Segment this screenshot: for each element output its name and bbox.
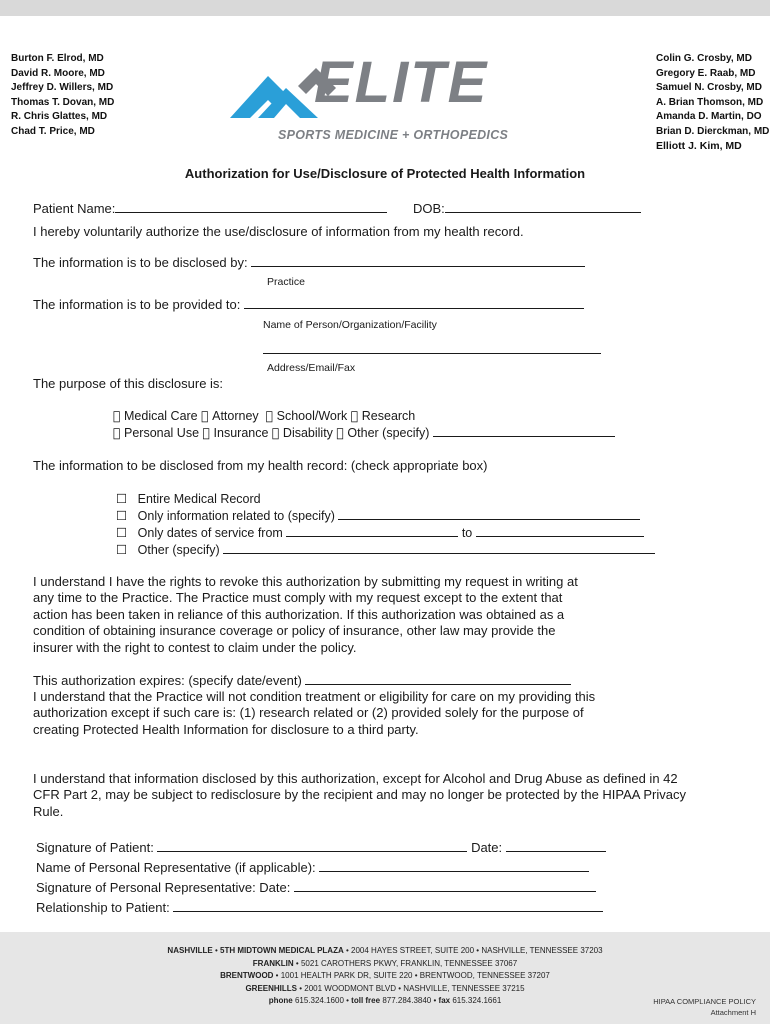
doctors-list-right <box>656 52 769 154</box>
footer-brentwood <box>0 971 770 980</box>
checkbox-disability[interactable] <box>272 425 280 440</box>
franklin-address: 5021 CAROTHERS PKWY, FRANKLIN, TENNESSEE 37067 <box>300 959 518 968</box>
record-label: The information to be disclosed from my health record: (check appropriate box) <box>33 458 488 473</box>
condition-paragraph: I understand that the Practice will not condition treatment or eligibility for care on my providing this authorization except if such care is: (1) research related or (2) provided solely for the purpose of creating Protected Health Information for disclosure to a third party. <box>33 689 596 737</box>
doctor-name: A. Brian Thomson, MD <box>656 96 764 108</box>
greenhills-name: GREENHILLS <box>245 984 297 993</box>
checkbox-research[interactable] <box>351 408 359 423</box>
checkbox-other-purpose[interactable] <box>336 425 344 440</box>
expires-field[interactable] <box>305 673 571 685</box>
record-option-dates-row <box>116 525 644 540</box>
doctor-name: R. Chris Glattes, MD <box>11 111 108 122</box>
nashville-name: NASHVILLE <box>167 946 213 955</box>
purpose-row-2 <box>113 425 615 440</box>
relationship-row <box>36 900 603 915</box>
doctor-name: Thomas T. Dovan, MD <box>11 96 115 108</box>
footer-bullet: • <box>295 959 299 968</box>
checkbox-school-work[interactable] <box>266 408 274 423</box>
doctors-list-left <box>11 52 114 139</box>
rep-name-field[interactable] <box>319 860 589 872</box>
elite-logo <box>228 48 528 148</box>
record-option-related-row <box>116 508 640 523</box>
checkbox-other-record[interactable]: ☐ <box>116 542 128 557</box>
checkbox-attorney[interactable] <box>201 408 209 423</box>
revoke-paragraph: I understand I have the rights to revoke this authorization by submitting my request in writing at any time to the Practice. The Practice must comply with my request except to the extent that action has been taken in reliance of this authorization. If this authorization was obtained as a condition of obtaining insurance coverage or policy of insurance, other law may provide the insurer with the right to contest to claim under the policy. <box>33 574 578 655</box>
checkbox-personal-use[interactable] <box>113 425 121 440</box>
signature-date-field[interactable] <box>506 840 606 852</box>
policy-line-1: HIPAA COMPLIANCE POLICY <box>653 997 756 1006</box>
checkbox-insurance[interactable] <box>203 425 211 440</box>
practice-caption: Practice <box>267 276 305 288</box>
footer-bullet: • <box>275 971 279 980</box>
authorize-text: I hereby voluntarily authorize the use/disclosure of information from my health record. <box>33 224 524 239</box>
option-school-work: School/Work <box>242 409 314 423</box>
checkbox-dates-of-service[interactable]: ☐ <box>116 525 128 540</box>
signature-patient-field[interactable] <box>157 840 467 852</box>
option-other-purpose: Other (specify) <box>303 426 386 440</box>
fax-label: fax <box>438 996 451 1005</box>
logo-word: ELITE <box>314 50 489 115</box>
rep-signature-row <box>36 880 596 895</box>
doctor-name: Gregory E. Raab, MD <box>656 67 756 79</box>
doctor-name: Brian D. Dierckman, MD <box>656 125 770 137</box>
address-caption: Address/Email/Fax <box>267 362 356 374</box>
rep-signature-field[interactable] <box>294 880 596 892</box>
policy-line-2: Attachment H <box>710 1008 756 1017</box>
footer-bullet: • <box>414 971 418 980</box>
provided-to-field[interactable] <box>244 297 584 309</box>
phone-number: 615.324.1600 <box>294 996 344 1005</box>
policy-note <box>648 996 756 1018</box>
record-option-dates: Only dates of service from <box>137 526 283 540</box>
footer-bullet: • <box>299 984 303 993</box>
patient-name-field[interactable] <box>115 201 387 213</box>
purpose-label: The purpose of this disclosure is: <box>33 376 224 391</box>
dob-row <box>413 201 641 216</box>
doctor-name: Amanda D. Martin, DO <box>656 111 762 122</box>
brentwood-name: BRENTWOOD <box>220 971 274 980</box>
option-research: Research <box>317 409 371 423</box>
redisclosure-paragraph: I understand that information disclosed by this authorization, except for Alcohol and Drug Abuse as defined in 42 CFR Part 2, may be subject to redisclosure by the recipient and may no longer be protected by the HIPAA Privacy Rule. <box>33 771 686 819</box>
dob-label: DOB: <box>413 201 445 216</box>
dates-to-label: to <box>461 526 473 540</box>
tollfree-label: toll free <box>351 996 381 1005</box>
doctor-name: Jeffrey D. Willers, MD <box>11 82 114 93</box>
other-purpose-field[interactable] <box>433 425 615 437</box>
footer-bullet: • <box>476 946 480 955</box>
disclosed-by-label: The information is to be disclosed by: <box>33 255 248 270</box>
option-personal-use: Personal Use <box>113 426 189 440</box>
footer-franklin <box>0 959 770 968</box>
greenhills-address: 2001 WOODMONT BLVD <box>304 984 397 993</box>
dob-field[interactable] <box>445 201 641 213</box>
footer-greenhills <box>0 984 770 993</box>
fax-number: 615.324.1661 <box>452 996 502 1005</box>
phone-label: phone <box>268 996 293 1005</box>
option-insurance: Insurance <box>191 426 247 440</box>
other-record-field[interactable] <box>223 542 655 554</box>
rep-name-label: Name of Personal Representative (if applicable): <box>36 860 316 875</box>
checkbox-related-info[interactable]: ☐ <box>116 508 128 523</box>
nashville-address: 2004 HAYES STREET, SUITE 200 <box>351 946 475 955</box>
brentwood-address: 1001 HEALTH PARK DR, SUITE 220 <box>280 971 413 980</box>
doctor-name: David R. Moore, MD <box>11 67 105 79</box>
nashville-city: NASHVILLE, TENNESSEE 37203 <box>481 946 603 955</box>
signature-patient-row <box>36 840 606 855</box>
footer-nashville <box>0 946 770 955</box>
disclosed-by-field[interactable] <box>251 255 585 267</box>
rep-name-row <box>36 860 589 875</box>
expires-row <box>33 673 571 688</box>
form-title: Authorization for Use/Disclosure of Protected Health Information <box>184 166 586 181</box>
doctor-name: Elliott J. Kim, MD <box>656 140 742 152</box>
record-option-other-row <box>116 542 655 557</box>
top-gray-bar <box>0 0 770 16</box>
footer-bullet: • <box>398 984 402 993</box>
record-option-entire: Entire Medical Record <box>137 492 261 506</box>
purpose-row-1 <box>113 408 415 423</box>
expires-label: This authorization expires: (specify date/event) <box>33 673 302 688</box>
dates-from-field[interactable] <box>286 525 458 537</box>
option-medical-care: Medical Care <box>113 409 187 423</box>
tollfree-number: 877.284.3840 <box>382 996 432 1005</box>
doctor-name: Samuel N. Crosby, MD <box>656 82 762 93</box>
signature-patient-label: Signature of Patient: <box>36 840 154 855</box>
record-option-other: Other (specify) <box>137 543 220 557</box>
patient-name-label: Patient Name: <box>33 201 116 216</box>
footer-bullet: • <box>345 946 349 955</box>
franklin-name: FRANKLIN <box>252 959 294 968</box>
relationship-label: Relationship to Patient: <box>36 900 170 915</box>
record-option-entire-row <box>116 491 261 506</box>
option-attorney: Attorney <box>189 409 236 423</box>
address-field[interactable] <box>263 353 601 354</box>
footer-bullet: • <box>346 996 349 1005</box>
disclosed-by-row <box>33 255 585 270</box>
footer-bullet: • <box>433 996 437 1005</box>
rep-signature-label: Signature of Personal Representative: Date: <box>36 880 291 895</box>
doctor-name: Burton F. Elrod, MD <box>11 53 104 64</box>
option-disability: Disability <box>249 426 300 440</box>
relationship-field[interactable] <box>173 900 603 912</box>
dates-to-field[interactable] <box>476 525 644 537</box>
record-option-related: Only information related to (specify) <box>137 509 335 523</box>
logo-tagline: SPORTS MEDICINE + ORTHOPEDICS <box>278 128 509 142</box>
checkbox-medical-care[interactable] <box>113 408 121 423</box>
provided-to-row <box>33 297 584 312</box>
greenhills-city: NASHVILLE, TENNESSEE 37215 <box>403 984 525 993</box>
checkbox-entire-record[interactable]: ☐ <box>116 491 128 506</box>
related-info-field[interactable] <box>338 508 640 520</box>
name-caption: Name of Person/Organization/Facility <box>263 319 437 331</box>
footer-bullet: • <box>215 946 218 955</box>
signature-date-label: Date: <box>471 840 503 855</box>
provided-to-label: The information is to be provided to: <box>33 297 241 312</box>
brentwood-city: BRENTWOOD, TENNESSEE 37207 <box>419 971 550 980</box>
patient-name-row <box>33 201 387 216</box>
nashville-plaza: 5TH MIDTOWN MEDICAL PLAZA <box>220 946 344 955</box>
doctor-name: Chad T. Price, MD <box>11 125 95 137</box>
doctor-name: Colin G. Crosby, MD <box>656 53 752 64</box>
